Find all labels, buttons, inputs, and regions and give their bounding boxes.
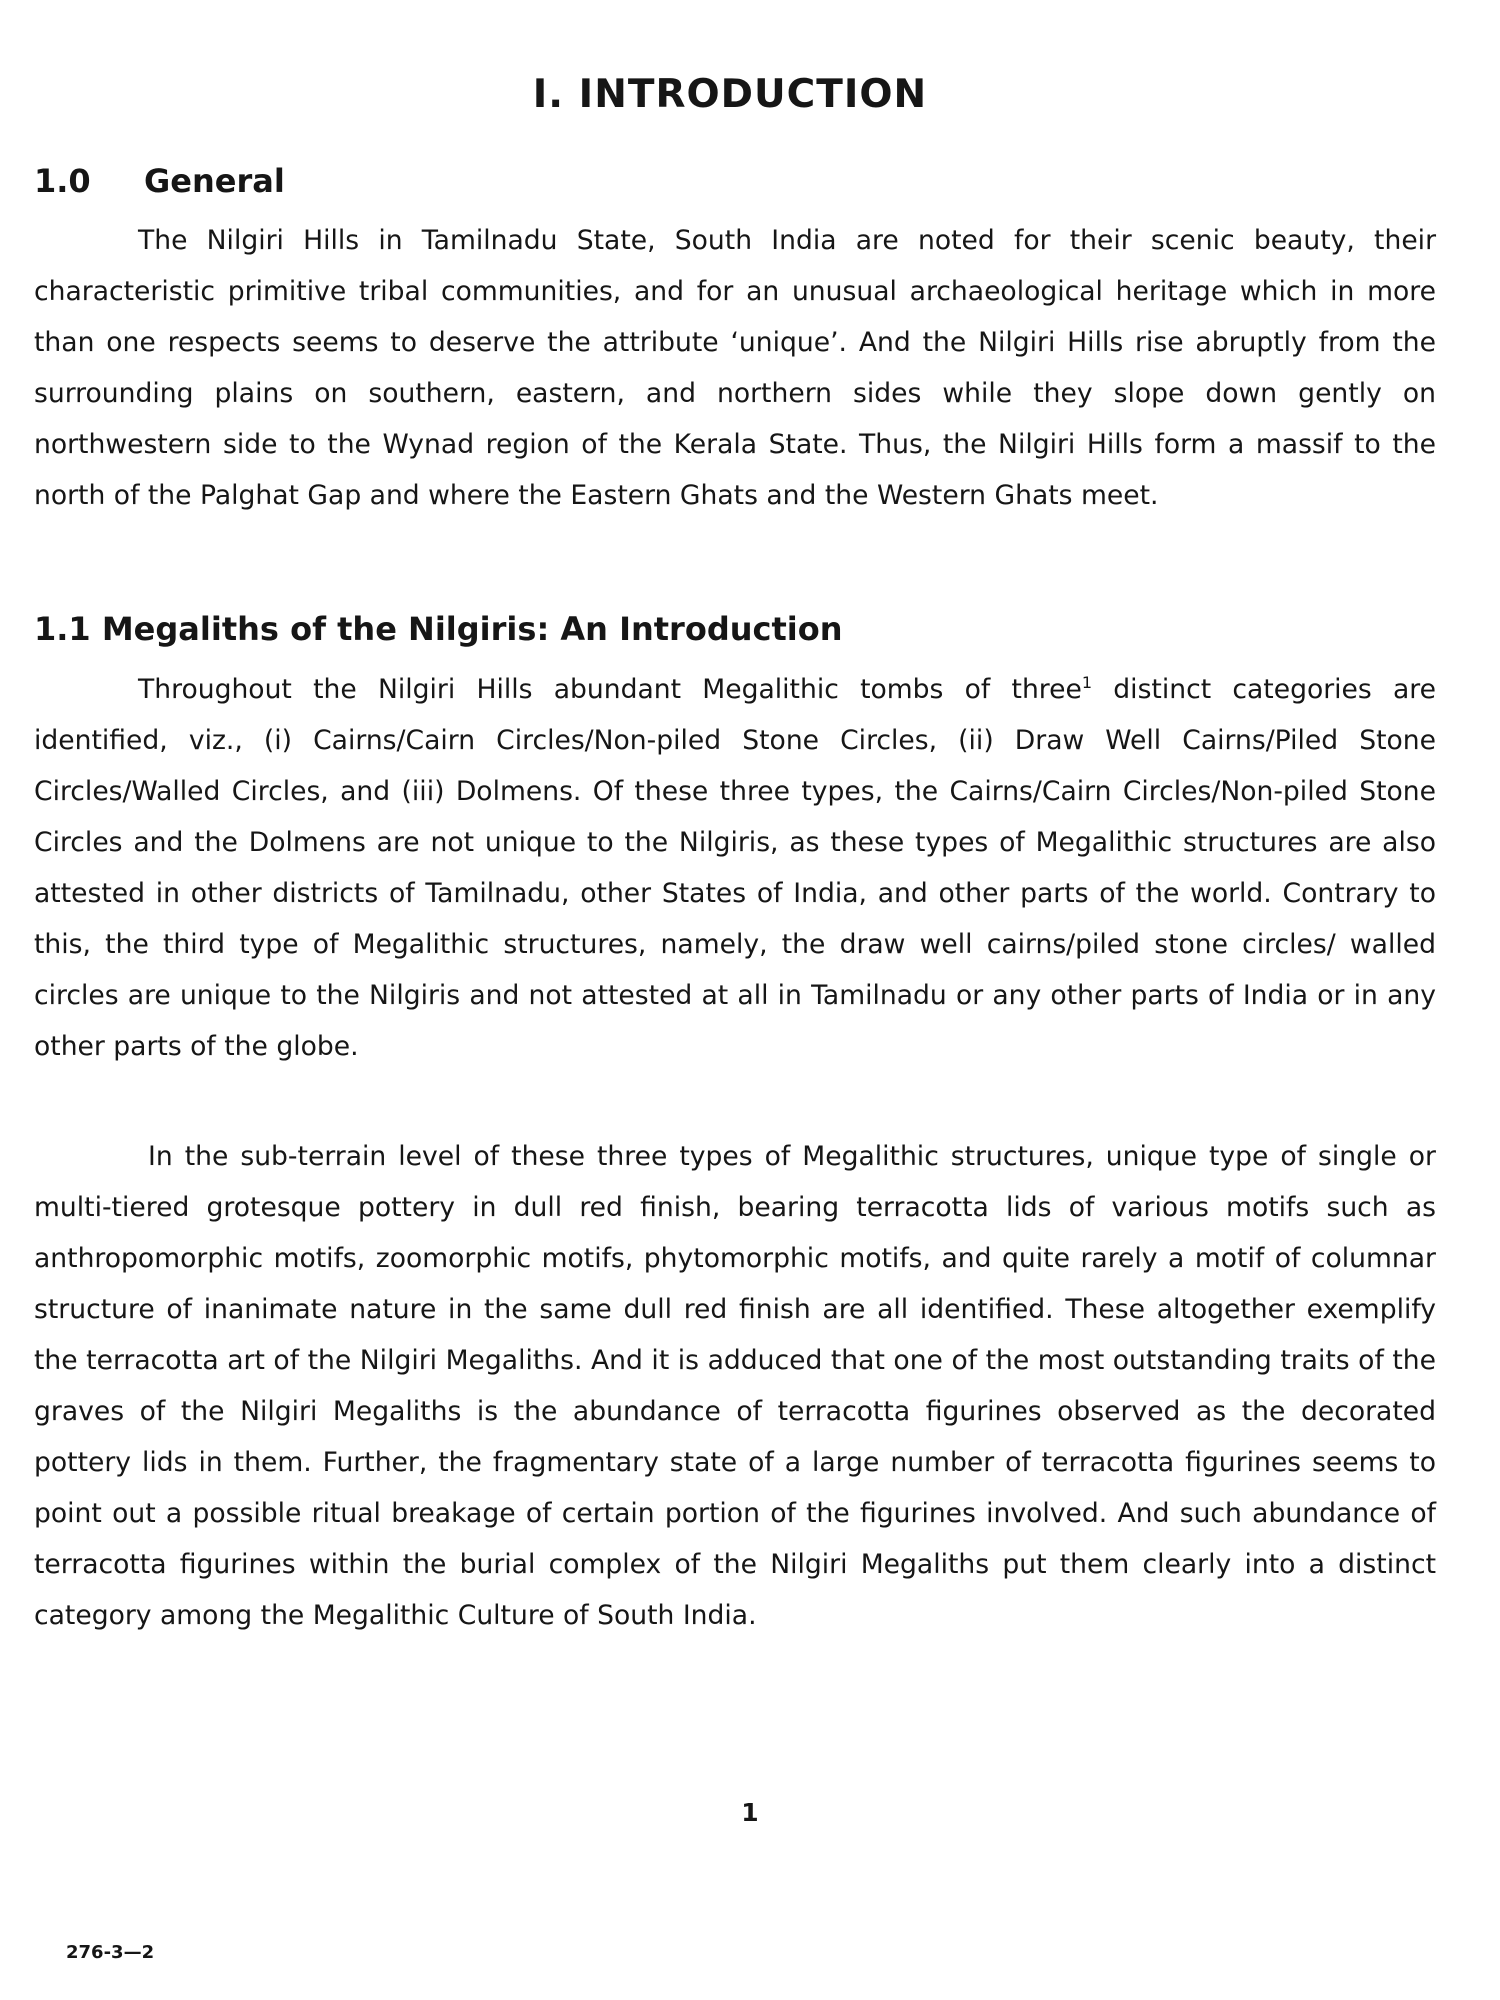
paragraph-general	[34, 215, 1436, 521]
section-title: General	[144, 162, 285, 200]
paragraph-general-text: The Nilgiri Hills in Tamilnadu State, South India are noted for their scenic beauty, their characteristic primitive tribal communities, and for an unusual archaeological heritage which in more than one respects seems to deserve the attribute ‘unique’. And the Nilgiri Hills rise abruptly from the surrounding plains on southern, eastern, and northern sides while they slope down gently on northwestern side to the Wynad region of the Kerala State. Thus, the Nilgiri Hills form a massif to the north of the Palghat Gap and where the Eastern Ghats and the Western Ghats meet.	[34, 225, 1436, 511]
paragraph-megaliths-2-text: In the sub-terrain level of these three types of Megalithic structures, unique type of single or multi-tiered grotesque pottery in dull red finish, bearing terracotta lids of various motifs such as anthropomorphic motifs, zoomorphic motifs, phytomorphic motifs, and quite rarely a motif of columnar structure of inanimate nature in the same dull red finish are all identified. These altogether exemplify the terracotta art of the Nilgiri Megaliths. And it is adduced that one of the most outstanding traits of the graves of the Nilgiri Megaliths is the abundance of terracotta figurines observed as the decorated pottery lids in them. Further, the fragmentary state of a large number of terracotta figurines seems to point out a possible ritual breakage of certain portion of the figurines involved. And such abundance of terracotta figurines within the burial complex of the Nilgiri Megaliths put them clearly into a distinct category among the Megalithic Culture of South India.	[34, 1141, 1436, 1631]
section-heading-megaliths: 1.1 Megaliths of the Nilgiris: An Introduction	[34, 610, 843, 648]
paragraph-megaliths-2	[34, 1131, 1436, 1641]
paragraph-text-before-footnote: Throughout the Nilgiri Hills abundant Megalithic tombs of three	[138, 674, 1082, 705]
section-number: 1.0	[34, 162, 91, 200]
paragraph-text-after-footnote: distinct categories are identified, viz., (i) Cairns/Cairn Circles/Non-piled Stone Circles, (ii) Draw Well Cairns/Piled Stone Circles/Walled Circles, and (iii) Dolmens. Of these three types, the Cairns/Cairn Circles/Non-piled Stone Circles and the Dolmens are not unique to the Nilgiris, as these types of Megalithic structures are also attested in other districts of Tamilnadu, other States of India, and other parts of the world. Contrary to this, the third type of Megalithic structures, namely, the draw well cairns/piled stone circles/ walled circles are unique to the Nilgiris and not attested at all in Tamilnadu or any other parts of India or in any other parts of the globe.	[34, 674, 1437, 1062]
paragraph-megaliths-1	[34, 664, 1436, 1072]
chapter-title: I. INTRODUCTION	[532, 72, 928, 117]
page-number: 1	[741, 1798, 759, 1827]
section-heading-general	[34, 162, 285, 200]
footnote-marker: 1	[1081, 673, 1093, 693]
print-code: 276-3—2	[66, 1942, 155, 1963]
